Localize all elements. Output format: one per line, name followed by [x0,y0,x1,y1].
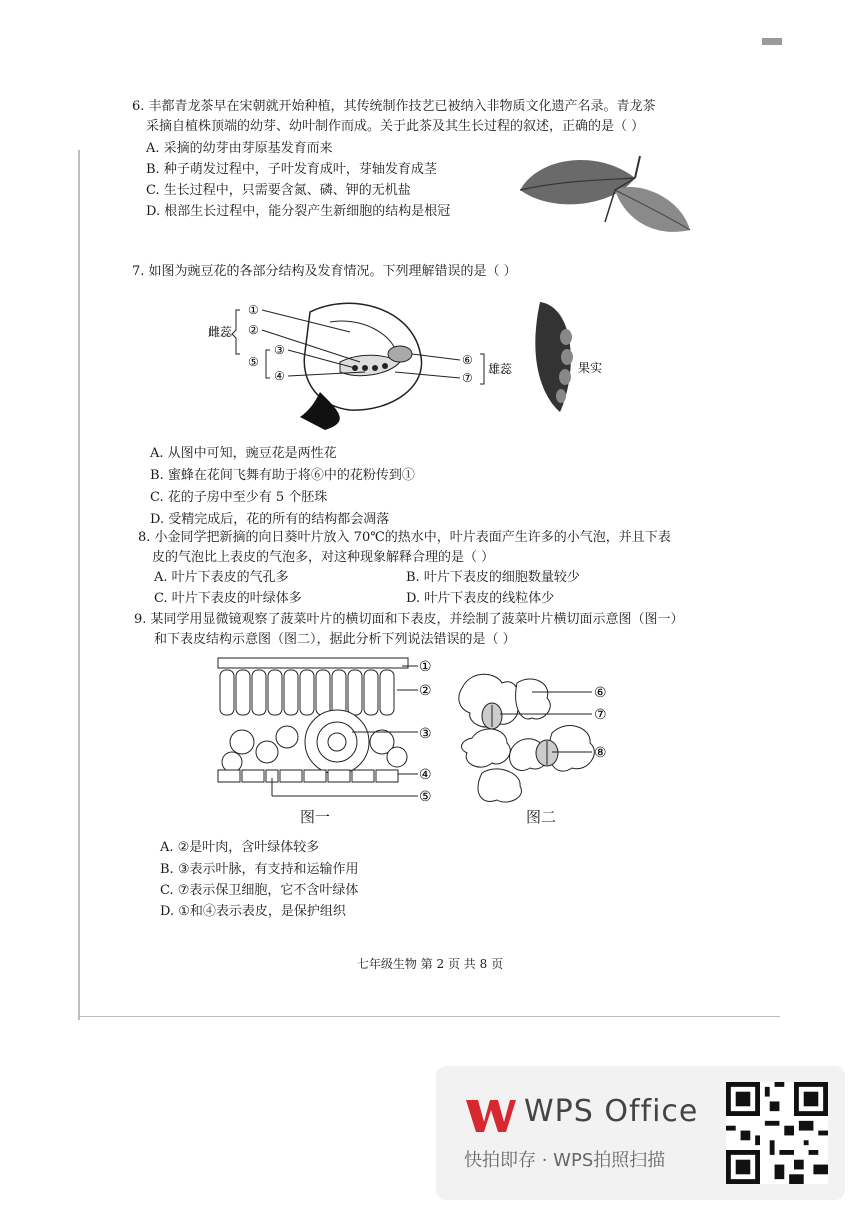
q7-option-b: B. 蜜蜂在花间飞舞有助于将⑥中的花粉传到① [150,468,415,483]
fruit-label: 果实 [578,361,603,375]
q7-stem: 7. 如图为豌豆花的各部分结构及发育情况。下列理解错误的是（ ） [132,264,517,279]
fig1-label-1: ① [419,659,432,675]
wps-title: WPS Office [524,1094,699,1129]
q6-stem-line1: 6. 丰都青龙茶早在宋朝就开始种植，其传统制作技艺已被纳入非物质文化遗产名录。青龙茶 [132,99,656,114]
fig1-label-4: ④ [419,767,432,783]
q7-label-5: ⑤ [248,355,259,369]
leaf-cross-section-diagram [212,652,452,822]
q7-option-d: D. 受精完成后，花的所有的结构都会凋落 [150,512,390,527]
fig2-caption: 图二 [526,808,557,826]
tea-leaf-image [515,150,695,242]
fig2-label-7: ⑦ [594,707,607,723]
q6-option-d: D. 根部生长过程中，能分裂产生新细胞的结构是根冠 [146,204,451,219]
q8-stem-line1: 8. 小金同学把新摘的向日葵叶片放入 70℃的热水中，叶片表面产生许多的小气泡，并且下表 [138,530,671,545]
q7-option-a: A. 从图中可知，豌豆花是两性花 [150,446,337,461]
pea-flower-diagram [200,292,620,432]
scan-bottom-line [78,1016,780,1017]
q7-label-7: ⑦ [462,371,473,385]
scan-edge-line [78,150,80,1020]
corner-mark [762,38,782,45]
fig1-label-3: ③ [419,726,432,742]
q9-option-a: A. ②是叶肉，含叶绿体较多 [160,840,320,855]
q8-option-d: D. 叶片下表皮的线粒体少 [406,591,555,606]
fig2-label-8: ⑧ [594,745,607,761]
q6-option-a: A. 采摘的幼芽由芽原基发育而来 [146,141,333,156]
wps-logo-icon [464,1096,518,1134]
fig1-label-2: ② [419,683,432,699]
page-footer: 七年级生物 第 2 页 共 8 页 [356,957,504,971]
q9-option-c: C. ⑦表示保卫细胞，它不含叶绿体 [160,883,359,898]
q6-stem-line2: 采摘自植株顶端的幼芽、幼叶制作而成。关于此茶及其生长过程的叙述，正确的是（ ） [146,119,645,134]
q7-label-4: ④ [274,369,285,383]
wps-subtitle: 快拍即存 · WPS拍照扫描 [464,1150,666,1171]
q7-label-1: ① [248,303,259,317]
q7-option-c: C. 花的子房中至少有 5 个胚珠 [150,490,328,505]
q7-label-2: ② [248,323,259,337]
wps-watermark-panel [436,1066,845,1200]
pistil-label: 雌蕊 [208,325,233,339]
q9-stem-line1: 9. 某同学用显微镜观察了菠菜叶片的横切面和下表皮，并绘制了菠菜叶片横切面示意图（图一） [134,612,684,627]
q9-stem-line2: 和下表皮结构示意图（图二），据此分析下列说法错误的是（ ） [154,632,516,647]
q8-option-a: A. 叶片下表皮的气孔多 [154,570,289,585]
qr-code-icon [726,1082,828,1184]
fig1-caption: 图一 [300,808,331,826]
q6-option-c: C. 生长过程中，只需要含氮、磷、钾的无机盐 [146,183,411,198]
q7-label-3: ③ [274,343,285,357]
stamen-label: 雄蕊 [488,362,513,376]
q8-stem-line2: 皮的气泡比上表皮的气泡多，对这种现象解释合理的是（ ） [152,550,495,565]
q8-option-b: B. 叶片下表皮的细胞数量较少 [406,570,580,585]
q9-option-d: D. ①和④表示表皮，是保护组织 [160,904,346,919]
q7-label-6: ⑥ [462,353,473,367]
fig1-label-5: ⑤ [419,789,432,805]
q6-option-b: B. 种子萌发过程中，子叶发育成叶，芽轴发育成茎 [146,162,437,177]
q9-option-b: B. ③表示叶脉，有支持和运输作用 [160,862,359,877]
fig2-label-6: ⑥ [594,685,607,701]
lower-epidermis-diagram [452,668,622,808]
q8-option-c: C. 叶片下表皮的叶绿体多 [154,591,302,606]
